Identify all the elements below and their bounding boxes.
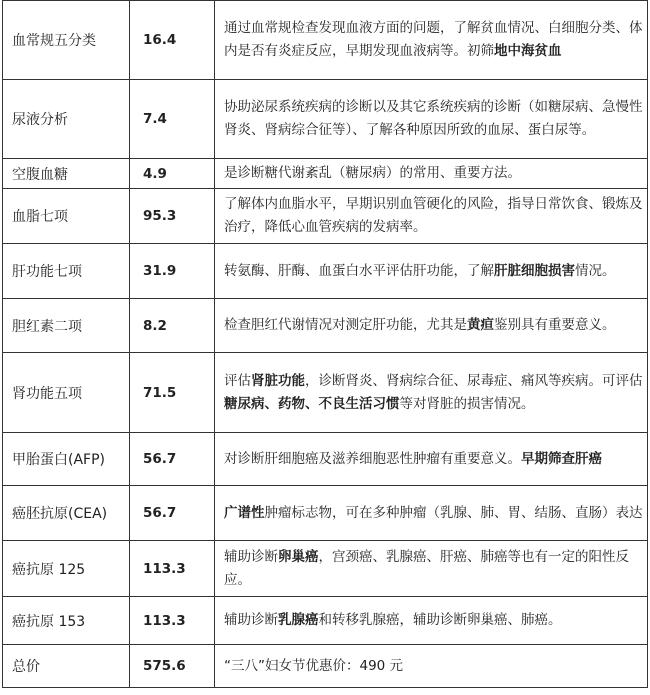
item-price: 95.3	[130, 189, 215, 244]
total-label: 总价	[3, 645, 130, 688]
item-description	[215, 541, 648, 597]
description-text: 和转移乳腺癌，辅助诊断卵巢癌、肺癌。	[318, 612, 562, 628]
item-description	[215, 299, 648, 353]
description-text: 评估	[224, 372, 251, 389]
discount-price-note	[215, 645, 648, 688]
item-name: 血常规五分类	[3, 1, 130, 80]
table-row-total	[3, 645, 648, 688]
item-name: 癌胚抗原(CEA)	[3, 486, 130, 541]
item-name: 空腹血糖	[3, 159, 130, 189]
checkup-items-table	[2, 0, 648, 688]
description-text: 等对肾脏的损害情况。	[399, 395, 535, 412]
item-price: 7.4	[130, 80, 215, 159]
description-text: 鉴别具有重要意义。	[494, 317, 616, 333]
description-text: 对诊断肝细胞癌及滋养细胞恶性肿瘤有重要意义。	[224, 450, 521, 467]
total-price: 575.6	[130, 645, 215, 688]
item-price: 71.5	[130, 353, 215, 433]
item-description	[215, 353, 648, 433]
item-name: 甲胎蛋白(AFP)	[3, 433, 130, 486]
description-text: 辅助诊断	[224, 548, 278, 565]
item-name: 肝功能七项	[3, 244, 130, 299]
item-name: 肾功能五项	[3, 353, 130, 433]
description-text: 是诊断糖代谢紊乱（糖尿病）的常用、重要方法。	[224, 165, 521, 181]
item-description	[215, 159, 648, 189]
item-price: 16.4	[130, 1, 215, 80]
item-price: 56.7	[130, 486, 215, 541]
description-text: 协助泌尿系统疾病的诊断以及其它系统疾病的诊断（如糖尿病、急慢性肾炎、肾病综合征等）、了解各种原因所致的血尿、蛋白尿等。	[224, 99, 643, 138]
item-price: 113.3	[130, 597, 215, 645]
description-text: 通过血常规检查发现血液方面的问题，了解贫血情况、白细胞分类、体内是否有炎症反应，早期发现血液病等。初筛	[224, 20, 643, 59]
table-row	[3, 189, 648, 244]
item-price: 8.2	[130, 299, 215, 353]
table-row	[3, 244, 648, 299]
description-emphasis: 糖尿病、药物、不良生活习惯	[224, 395, 400, 412]
description-emphasis: 黄疸	[467, 317, 494, 333]
description-emphasis: 早期筛查肝癌	[521, 450, 602, 467]
item-description	[215, 189, 648, 244]
item-name: 尿液分析	[3, 80, 130, 159]
description-emphasis: 肾脏功能	[251, 372, 305, 389]
description-text: 检查胆红代谢情况对测定肝功能，尤其是	[224, 317, 467, 333]
item-description	[215, 433, 648, 486]
description-text: 肿瘤标志物，可在多种肿瘤（乳腺、肺、胃、结肠、直肠）表达	[264, 504, 643, 521]
description-emphasis: 肝脏细胞损害	[494, 262, 575, 279]
table-row	[3, 159, 648, 189]
description-emphasis: 地中海贫血	[494, 43, 562, 59]
item-description	[215, 80, 648, 159]
item-price: 31.9	[130, 244, 215, 299]
description-text: 了解体内血脂水平，早期识别血管硬化的风险，指导日常饮食、锻炼及治疗，降低心血管疾病的发病率。	[224, 196, 643, 235]
item-description	[215, 597, 648, 645]
description-text: 情况。	[575, 262, 616, 279]
item-name: 癌抗原 125	[3, 541, 130, 597]
item-price: 113.3	[130, 541, 215, 597]
description-text: ，宫颈癌、乳腺癌、肝癌、肺癌等也有一定的阳性反应。	[224, 548, 629, 588]
table-row	[3, 353, 648, 433]
description-text: “三八”妇女节优惠价：490 元	[224, 657, 404, 674]
table-row	[3, 80, 648, 159]
item-name: 血脂七项	[3, 189, 130, 244]
table-row	[3, 486, 648, 541]
item-description	[215, 244, 648, 299]
item-description	[215, 486, 648, 541]
description-emphasis: 卵巢癌	[278, 548, 319, 565]
item-name: 胆红素二项	[3, 299, 130, 353]
item-price: 4.9	[130, 159, 215, 189]
item-price: 56.7	[130, 433, 215, 486]
table-row	[3, 433, 648, 486]
description-emphasis: 乳腺癌	[278, 612, 319, 628]
description-text: 辅助诊断	[224, 612, 278, 628]
table-body	[3, 1, 648, 688]
description-text: 转氨酶、肝酶、血蛋白水平评估肝功能，了解	[224, 262, 494, 279]
table-row	[3, 541, 648, 597]
table-row	[3, 597, 648, 645]
description-emphasis: 广谱性	[224, 504, 265, 521]
description-text: ，诊断肾炎、肾病综合征、尿毒症、痛风等疾病。可评估	[305, 372, 643, 389]
table-row	[3, 1, 648, 80]
item-description	[215, 1, 648, 80]
item-name: 癌抗原 153	[3, 597, 130, 645]
table-row	[3, 299, 648, 353]
